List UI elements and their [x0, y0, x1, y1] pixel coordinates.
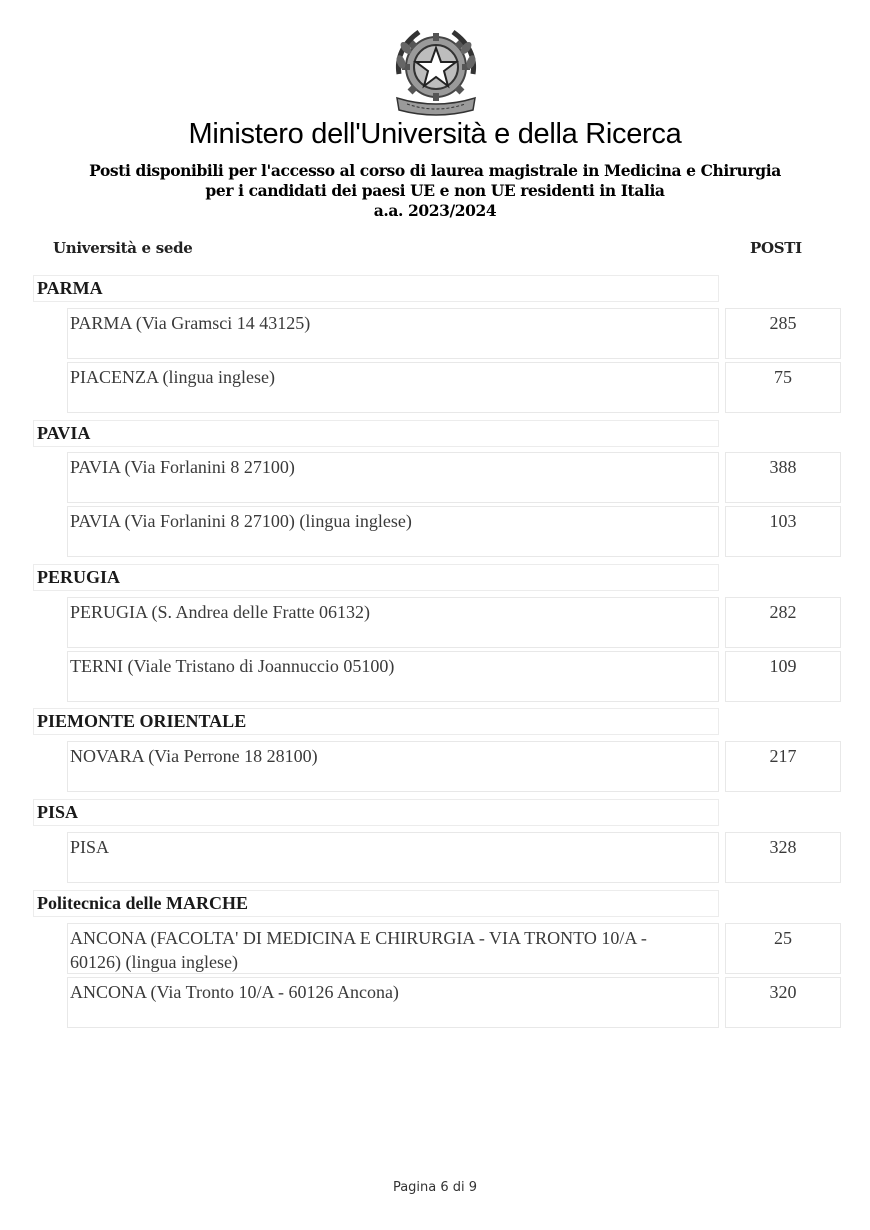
- posti-cell: 75: [725, 362, 841, 413]
- sede-cell: PAVIA (Via Forlanini 8 27100) (lingua inglese): [67, 506, 719, 557]
- posti-cell: 388: [725, 452, 841, 503]
- academic-year: a.a. 2023/2024: [373, 201, 497, 220]
- posti-cell: 328: [725, 832, 841, 883]
- university-header: Politecnica delle MARCHE: [33, 890, 719, 917]
- posti-cell: 320: [725, 977, 841, 1028]
- document-subtitle-line-2: per i candidati dei paesi UE e non UE residenti in Italia: [205, 181, 665, 200]
- sede-cell: PISA: [67, 832, 719, 883]
- italian-republic-emblem-icon: [389, 24, 483, 118]
- sede-cell: PERUGIA (S. Andrea delle Fratte 06132): [67, 597, 719, 648]
- university-header: PERUGIA: [33, 564, 719, 591]
- university-header: PAVIA: [33, 420, 719, 447]
- university-header: PARMA: [33, 275, 719, 302]
- document-subtitle-line-1: Posti disponibili per l'accesso al corso di laurea magistrale in Medicina e Chirurgia: [89, 161, 781, 180]
- posti-cell: 217: [725, 741, 841, 792]
- posti-cell: 282: [725, 597, 841, 648]
- university-header: PISA: [33, 799, 719, 826]
- posti-cell: 109: [725, 651, 841, 702]
- sede-cell: ANCONA (FACOLTA' DI MEDICINA E CHIRURGIA - VIA TRONTO 10/A - 60126) (lingua inglese): [67, 923, 719, 974]
- university-header: PIEMONTE ORIENTALE: [33, 708, 719, 735]
- sede-cell: PIACENZA (lingua inglese): [67, 362, 719, 413]
- column-header-university: Università e sede: [53, 239, 193, 257]
- page-number: Pagina 6 di 9: [392, 1180, 478, 1195]
- ministry-title: Ministero dell'Università e della Ricerca: [188, 118, 682, 150]
- posti-cell: 285: [725, 308, 841, 359]
- column-header-posti: POSTI: [750, 239, 802, 257]
- sede-cell: PARMA (Via Gramsci 14 43125): [67, 308, 719, 359]
- sede-cell: ANCONA (Via Tronto 10/A - 60126 Ancona): [67, 977, 719, 1028]
- posti-cell: 25: [725, 923, 841, 974]
- posti-cell: 103: [725, 506, 841, 557]
- sede-cell: TERNI (Viale Tristano di Joannuccio 05100): [67, 651, 719, 702]
- sede-cell: NOVARA (Via Perrone 18 28100): [67, 741, 719, 792]
- sede-cell: PAVIA (Via Forlanini 8 27100): [67, 452, 719, 503]
